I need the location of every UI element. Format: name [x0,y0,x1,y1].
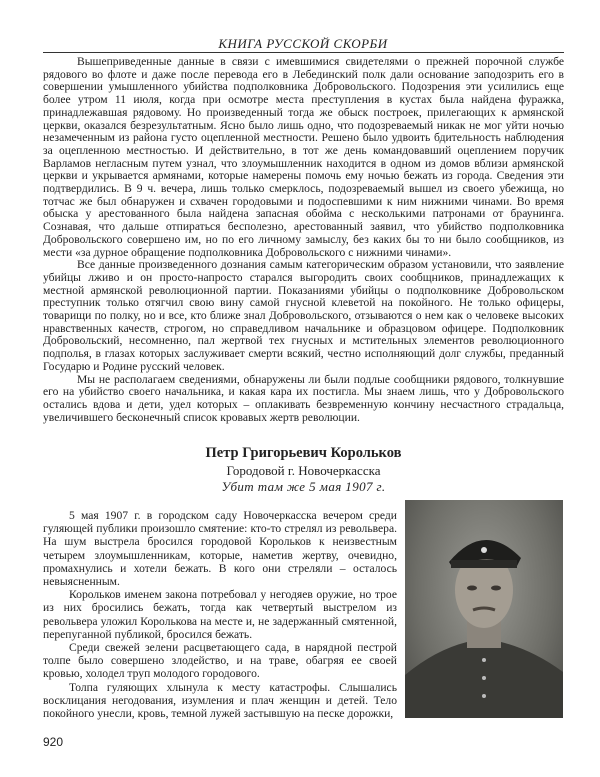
portrait-image [405,500,563,718]
person-death: Убит там же 5 мая 1907 г. [221,479,386,494]
paragraph: Вышеприведенные данные в связи с имевшимися свидетелями о прежней порочной службе рядового во флоте и даже после перевода его в Лебединский полк дали основание заподозрить его в совершении умышленного убийства подполковника Добровольского. Подозрения эти усилились еще более утром 11 июля, когда при осмотре места преступления в кустах была найдена фуражка, принадлежавшая рядовому. Но произведенный тогда же обыск построек, прилегающих к армянской церкви, оказался безрезультатным. Ясно было лишь одно, что подозреваемый никак не мог уйти ночью незамеченным из района густо оцепленной местности. Решено было удвоить бдительность наблюдения за оцепленною местностью. И действительно, в тот же день командовавший оцеплением поручик Варламов негласным путем узнал, что злоумышленник находится в одном из домов вблизи армянской церкви и укрывается армянами, которые намерены помочь ему ночью бежать из города. Сведения эти подтвердились. В 9 ч. вечера, лишь только смерклось, подозреваемый вышел из своего убежища, но тотчас же был обнаружен и схвачен городовыми и подоспевшими к ним нижними чинами. Во время обыска у арестованного была найдена запасная обойма с несколькими патронами от браунинга. Сознавая, что дальше отпираться бесполезно, арестованный заявил, что убийство подполковника Добровольского совершено им, но по его личному замыслу, без каких бы то ни было сообщников, из мести «за дурное обращение подполковника Добровольского с нижними чинами». [43,55,564,259]
article-body [43,56,564,424]
running-title: КНИГА РУССКОЙ СКОРБИ [218,36,388,51]
biography-heading [43,444,564,495]
portrait-photo [405,500,563,718]
paragraph: Все данные произведенного дознания самым категорическим образом установили, что заявление убийцы лживо и он просто-напросто старался выгородить своих сообщников, принадлежащих к местной армянской революционной партии. Показаниями убийцы о подполковнике Добровольском преступник только отягчил свою вину самой гнусной клеветой на покойного. Не только офицеры, товарищи по полку, но и все, кто ближе знал Добровольского, отзываются о нем как о человеке высоких нравственных качеств, строгом, но справедливом начальнике и образцовом офицере. Подполковник Добровольский, несомненно, пал жертвой тех гнусных и мстительных элементов революционного подполья, в глазах которых заслуживает смерти всякий, честно исполняющий долг службы, преданный Государю и Родине русский человек. [43,258,564,373]
paragraph: Среди свежей зелени расцветающего сада, в нарядной пестрой толпе было совершено злодейство, и на траве, обагряя ее своей кровью, холодел труп молодого городового. [43,641,397,681]
paragraph: Толпа гуляющих хлынула к месту катастрофы. Слышались восклицания негодования, изумления и плач женщин и детей. Тело покойного унесли, кровь, темной лужей застывшую на песке дорожки, [43,680,397,721]
header-rule [43,52,564,53]
biography-body [43,509,397,720]
paragraph: Мы не располагаем сведениями, обнаружены ли были подлые сообщники рядового, толкнувшие его на убийство своего начальника, и какая кара их постигла. Мы знаем лишь, что у Добровольского остались вдова и дети, удел которых – оплакивать безвременную кончину несчастного страдальца, увеличившего бесконечный список кровавых жертв революции. [43,372,564,424]
person-role: Городовой г. Новочеркасска [226,463,381,478]
paragraph: Корольков именем закона потребовал у негодяев оружие, но трое из них бросились бежать, тогда как четвертый выстрелом из револьвера уложил Королькова на месте и, не задержанный смятенной, перепуганной публикой, бросился бежать. [43,588,397,641]
person-name: Петр Григорьевич Корольков [205,445,402,461]
page-number: 920 [43,735,64,749]
paragraph: 5 мая 1907 г. в городском саду Новочеркасска вечером среди гуляющей публики произошло смятение: кто-то стрелял из револьвера. На шум выстрела бросился городовой Корольков к неизвестным четырем злоумышленникам, которые, наметив жертву, очевидно, промахнулись и хотели бежать. В кого они стреляли – осталось невыясненным. [43,509,397,589]
